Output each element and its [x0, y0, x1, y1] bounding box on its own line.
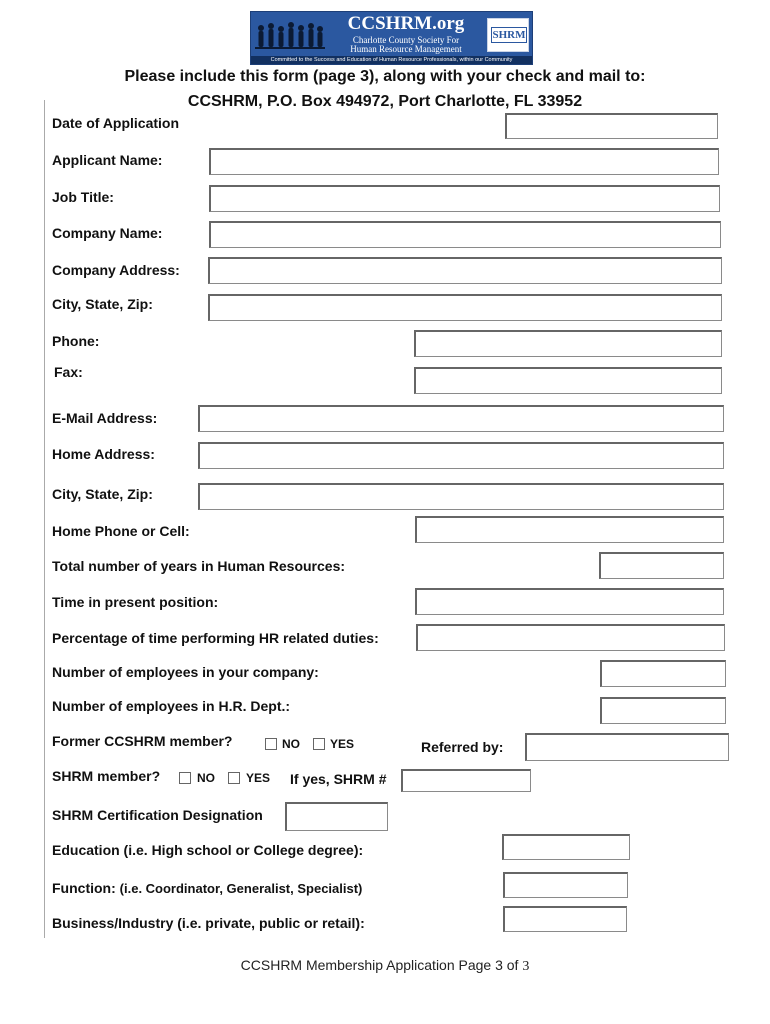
shrm-member-no-label: NO: [197, 771, 215, 785]
referred-by-field[interactable]: [525, 733, 729, 761]
shrm-member-yes-checkbox[interactable]: [228, 772, 240, 784]
job-title-field[interactable]: [209, 185, 720, 212]
business-industry-label: Business/Industry (i.e. private, public or retail):: [52, 915, 365, 931]
logo-subtitle: Charlotte County Society For: [352, 35, 460, 45]
date-of-application-field[interactable]: [505, 113, 718, 139]
phone-field[interactable]: [414, 330, 722, 357]
logo-tagline: Committed to the Success and Education of Human Resource Professionals, within our Community: [251, 56, 532, 65]
percent-hr-duties-field[interactable]: [416, 624, 725, 651]
referred-by-label: Referred by:: [421, 739, 504, 755]
fax-field[interactable]: [414, 367, 722, 394]
former-member-no-label: NO: [282, 737, 300, 751]
function-label: [52, 880, 362, 896]
footer-text: CCSHRM Membership Application Page 3 of: [240, 957, 519, 973]
home-address-field[interactable]: [198, 442, 724, 469]
employees-hr-label: Number of employees in H.R. Dept.:: [52, 698, 291, 714]
former-member-no-checkbox[interactable]: [265, 738, 277, 750]
ccshrm-logo: [250, 11, 533, 65]
company-name-field[interactable]: [209, 221, 721, 248]
education-label: Education (i.e. High school or College degree):: [52, 842, 364, 858]
employees-company-label: Number of employees in your company:: [52, 664, 319, 680]
footer-page-total: 3: [522, 959, 530, 974]
former-member-label: Former CCSHRM member?: [52, 733, 233, 749]
former-member-yes-label: YES: [330, 737, 355, 751]
years-hr-field[interactable]: [599, 552, 724, 579]
shrm-cert-field[interactable]: [285, 802, 388, 831]
function-hint: (i.e. Coordinator, Generalist, Specialist): [119, 881, 363, 896]
shrm-cert-label: SHRM Certification Designation: [52, 807, 263, 823]
employees-company-field[interactable]: [600, 660, 726, 687]
shrm-member-label: SHRM member?: [52, 768, 161, 784]
page-footer: [0, 957, 770, 975]
home-city-state-zip-field[interactable]: [198, 483, 724, 510]
company-name-label: Company Name:: [52, 225, 163, 241]
years-hr-label: Total number of years in Human Resources:: [52, 558, 346, 574]
home-address-label: Home Address:: [52, 446, 155, 462]
applicant-name-field[interactable]: [209, 148, 719, 175]
phone-label: Phone:: [52, 333, 100, 349]
fax-label: Fax:: [54, 364, 83, 380]
logo-subtitle: Human Resource Management: [350, 44, 462, 54]
email-label: E-Mail Address:: [52, 410, 158, 426]
date-of-application-label: Date of Application: [52, 115, 180, 131]
job-title-label: Job Title:: [52, 189, 114, 205]
applicant-name-label: Applicant Name:: [52, 152, 163, 168]
email-field[interactable]: [198, 405, 724, 432]
function-label-text: Function:: [52, 880, 116, 896]
function-field[interactable]: [503, 872, 628, 898]
shrm-member-yes-label: YES: [246, 771, 271, 785]
people-silhouette-icon: [255, 20, 325, 60]
shrm-member-no-checkbox[interactable]: [179, 772, 191, 784]
company-address-label: Company Address:: [52, 262, 180, 278]
shrm-badge: [487, 18, 529, 52]
logo-title: CCSHRM.org: [347, 13, 465, 34]
business-industry-field[interactable]: [503, 906, 627, 932]
former-member-yes-checkbox[interactable]: [313, 738, 325, 750]
company-address-field[interactable]: [208, 257, 722, 284]
shrm-number-label: If yes, SHRM #: [290, 771, 387, 787]
employees-hr-field[interactable]: [600, 697, 726, 724]
city-state-zip-label: City, State, Zip:: [52, 296, 153, 312]
mail-address: CCSHRM, P.O. Box 494972, Port Charlotte, FL 33952: [187, 93, 583, 110]
home-city-state-zip-label: City, State, Zip:: [52, 486, 153, 502]
shrm-number-field[interactable]: [401, 769, 531, 792]
mail-instructions: Please include this form (page 3), along with your check and mail to:: [124, 68, 646, 85]
education-field[interactable]: [502, 834, 630, 860]
percent-hr-duties-label: Percentage of time performing HR related duties:: [52, 630, 379, 646]
home-phone-label: Home Phone or Cell:: [52, 523, 190, 539]
margin-line: [44, 100, 45, 938]
home-phone-field[interactable]: [415, 516, 724, 543]
time-present-position-label: Time in present position:: [52, 594, 219, 610]
time-present-position-field[interactable]: [415, 588, 724, 615]
shrm-badge-text: SHRM: [492, 29, 526, 41]
city-state-zip-field[interactable]: [208, 294, 722, 321]
